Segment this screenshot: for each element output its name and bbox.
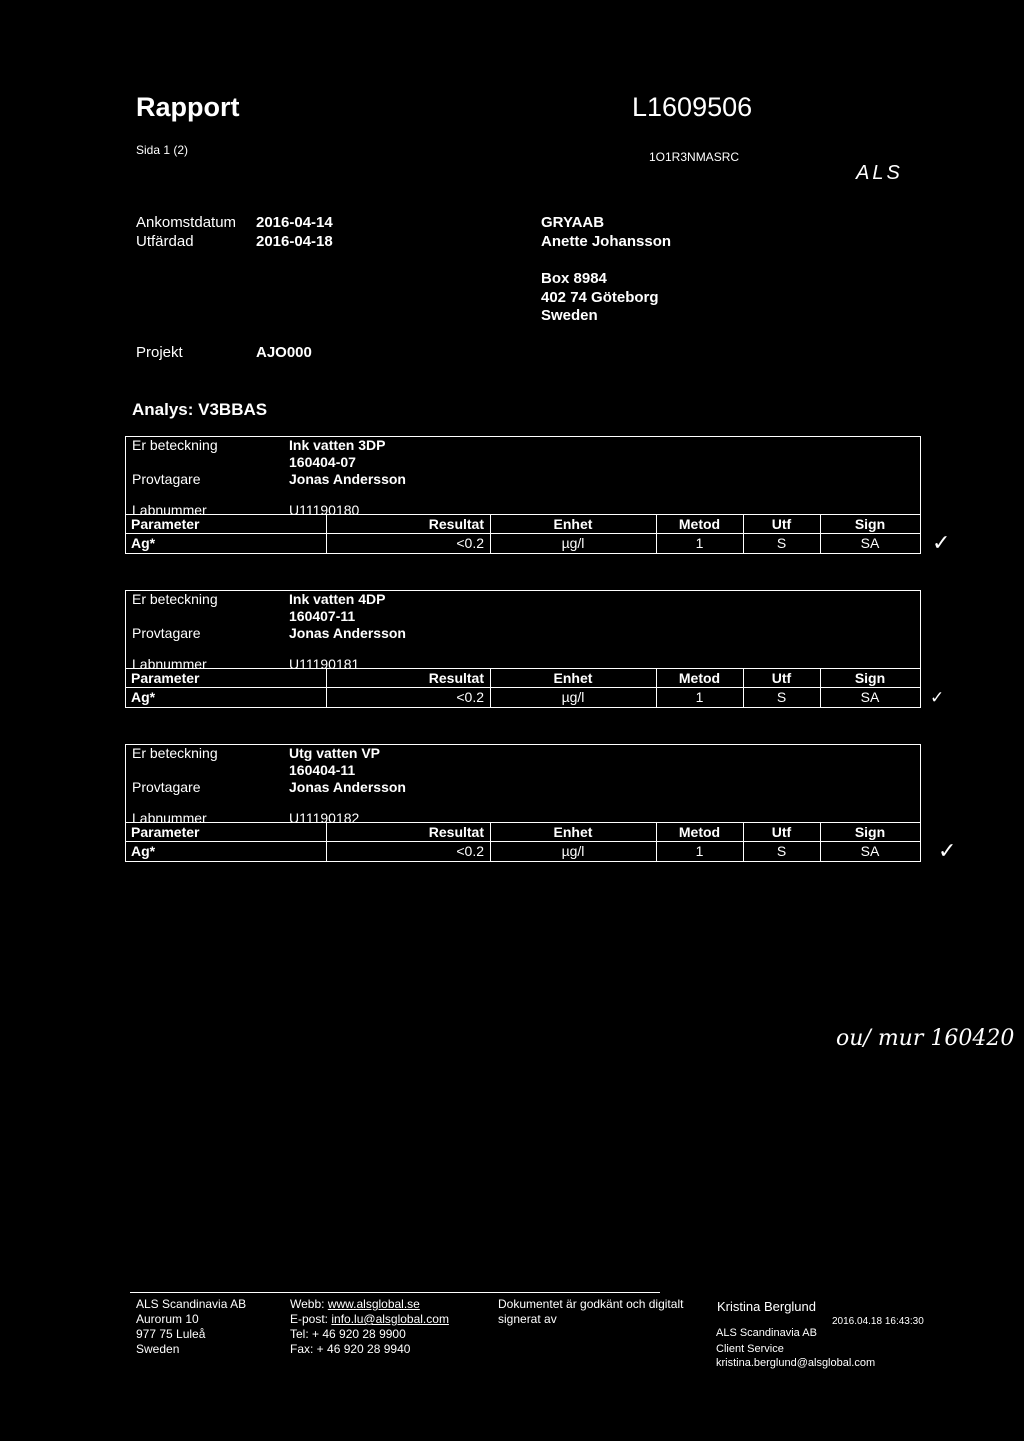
lab-number: U11190180 bbox=[289, 502, 360, 518]
sampler-label: Provtagare bbox=[132, 625, 201, 641]
lab-number: U11190182 bbox=[289, 810, 360, 826]
result-table bbox=[126, 668, 920, 707]
recipient-address1: Box 8984 bbox=[541, 270, 607, 287]
cell-sign: SA bbox=[860, 689, 880, 705]
cell-sign: SA bbox=[860, 843, 880, 859]
signer-email: kristina.berglund@alsglobal.com bbox=[716, 1357, 876, 1369]
col-parameter: Parameter bbox=[131, 516, 200, 532]
recipient-contact: Anette Johansson bbox=[541, 233, 672, 250]
cell-result: <0.2 bbox=[456, 535, 484, 551]
footer-company-name: ALS Scandinavia AB bbox=[136, 1297, 247, 1311]
recipient-country: Sweden bbox=[541, 307, 598, 324]
sampler-label: Provtagare bbox=[132, 779, 201, 795]
col-unit: Enhet bbox=[553, 824, 593, 840]
sample-block-3 bbox=[125, 744, 921, 862]
cell-unit: µg/l bbox=[561, 689, 585, 705]
col-sign: Sign bbox=[854, 670, 886, 686]
lab-number: U11190181 bbox=[289, 656, 360, 672]
footer-tel: Tel: + 46 920 28 9900 bbox=[290, 1327, 406, 1341]
signer-role: Client Service bbox=[716, 1343, 784, 1355]
col-result: Resultat bbox=[428, 516, 484, 532]
cell-result: <0.2 bbox=[456, 689, 484, 705]
footer-fax: Fax: + 46 920 28 9940 bbox=[290, 1342, 411, 1356]
footer-approval bbox=[498, 1297, 683, 1327]
col-sign: Sign bbox=[854, 516, 886, 532]
lab-number-label: Labnummer bbox=[132, 810, 207, 826]
report-code: 1O1R3NMASRC bbox=[649, 150, 740, 164]
cell-parameter: Ag* bbox=[131, 843, 156, 859]
arrival-label: Ankomstdatum bbox=[136, 214, 237, 231]
issued-label: Utfärdad bbox=[136, 233, 194, 250]
col-result: Resultat bbox=[428, 670, 484, 686]
cell-sign: SA bbox=[860, 535, 880, 551]
cell-unit: µg/l bbox=[561, 535, 585, 551]
als-logo: ALS bbox=[856, 162, 903, 184]
report-title: Rapport bbox=[136, 92, 240, 122]
check-mark-1: ✓ bbox=[932, 530, 951, 555]
designation-label: Er beteckning bbox=[132, 437, 218, 453]
cell-utf: S bbox=[776, 689, 787, 705]
col-method: Metod bbox=[678, 670, 721, 686]
designation-label: Er beteckning bbox=[132, 591, 218, 607]
sample-date-code: 160407-11 bbox=[289, 608, 356, 624]
col-parameter: Parameter bbox=[131, 824, 200, 840]
col-parameter: Parameter bbox=[131, 670, 200, 686]
cell-result: <0.2 bbox=[456, 843, 484, 859]
web-label: Webb: bbox=[290, 1297, 325, 1311]
sample-date-code: 160404-11 bbox=[289, 762, 356, 778]
col-utf: Utf bbox=[771, 516, 792, 532]
check-mark-3: ✓ bbox=[938, 838, 957, 863]
sample-designation: Ink vatten 4DP bbox=[289, 591, 386, 607]
sampler-name: Jonas Andersson bbox=[289, 471, 406, 487]
col-unit: Enhet bbox=[553, 670, 593, 686]
footer-street: Aurorum 10 bbox=[136, 1312, 199, 1326]
approval-line2: signerat av bbox=[498, 1312, 557, 1326]
designation-label: Er beteckning bbox=[132, 745, 218, 761]
cell-unit: µg/l bbox=[561, 843, 585, 859]
sample-designation: Utg vatten VP bbox=[289, 745, 381, 761]
analysis-title: Analys: V3BBAS bbox=[132, 400, 268, 419]
footer-city: 977 75 Luleå bbox=[136, 1327, 206, 1341]
approval-line1: Dokumentet är godkänt och digitalt bbox=[498, 1297, 684, 1311]
report-number: L1609506 bbox=[632, 92, 753, 122]
project-label: Projekt bbox=[136, 344, 183, 361]
sampler-label: Provtagare bbox=[132, 471, 201, 487]
arrival-date: 2016-04-14 bbox=[256, 214, 333, 231]
recipient-address2: 402 74 Göteborg bbox=[541, 289, 659, 306]
lab-number-label: Labnummer bbox=[132, 502, 207, 518]
col-utf: Utf bbox=[771, 824, 792, 840]
cell-parameter: Ag* bbox=[131, 689, 156, 705]
col-unit: Enhet bbox=[553, 516, 593, 532]
lab-number-label: Labnummer bbox=[132, 656, 207, 672]
cell-utf: S bbox=[776, 843, 787, 859]
col-sign: Sign bbox=[854, 824, 886, 840]
footer-contact bbox=[290, 1297, 449, 1357]
sample-date-code: 160404-07 bbox=[289, 454, 356, 470]
check-mark-2: ✓ bbox=[930, 688, 945, 707]
footer-company bbox=[136, 1297, 246, 1357]
footer-country: Sweden bbox=[136, 1342, 180, 1356]
sampler-name: Jonas Andersson bbox=[289, 625, 406, 641]
page-indicator: Sida 1 (2) bbox=[136, 143, 189, 157]
cell-utf: S bbox=[776, 535, 787, 551]
footer-divider bbox=[130, 1292, 660, 1293]
result-table bbox=[126, 822, 920, 861]
sample-designation: Ink vatten 3DP bbox=[289, 437, 386, 453]
sample-block-1 bbox=[125, 436, 921, 554]
signer-company: ALS Scandinavia AB bbox=[716, 1327, 817, 1339]
cell-method: 1 bbox=[695, 535, 704, 551]
issued-date: 2016-04-18 bbox=[256, 233, 333, 250]
sample-block-2 bbox=[125, 590, 921, 708]
signed-at: 2016.04.18 16:43:30 bbox=[832, 1316, 924, 1327]
web-link[interactable]: www.alsglobal.se bbox=[327, 1297, 420, 1311]
cell-method: 1 bbox=[695, 843, 704, 859]
email-label: E-post: bbox=[290, 1312, 329, 1326]
col-utf: Utf bbox=[771, 670, 792, 686]
email-link[interactable]: info.lu@alsglobal.com bbox=[331, 1312, 449, 1326]
signer-name: Kristina Berglund bbox=[717, 1299, 816, 1314]
col-result: Resultat bbox=[428, 824, 484, 840]
result-table bbox=[126, 514, 920, 553]
sampler-name: Jonas Andersson bbox=[289, 779, 406, 795]
project-value: AJO000 bbox=[256, 344, 312, 361]
col-method: Metod bbox=[678, 824, 721, 840]
cell-parameter: Ag* bbox=[131, 535, 156, 551]
handwritten-note: ou/ mur 160420 bbox=[836, 1026, 1015, 1051]
col-method: Metod bbox=[678, 516, 721, 532]
recipient-company: GRYAAB bbox=[541, 214, 605, 231]
cell-method: 1 bbox=[695, 689, 704, 705]
